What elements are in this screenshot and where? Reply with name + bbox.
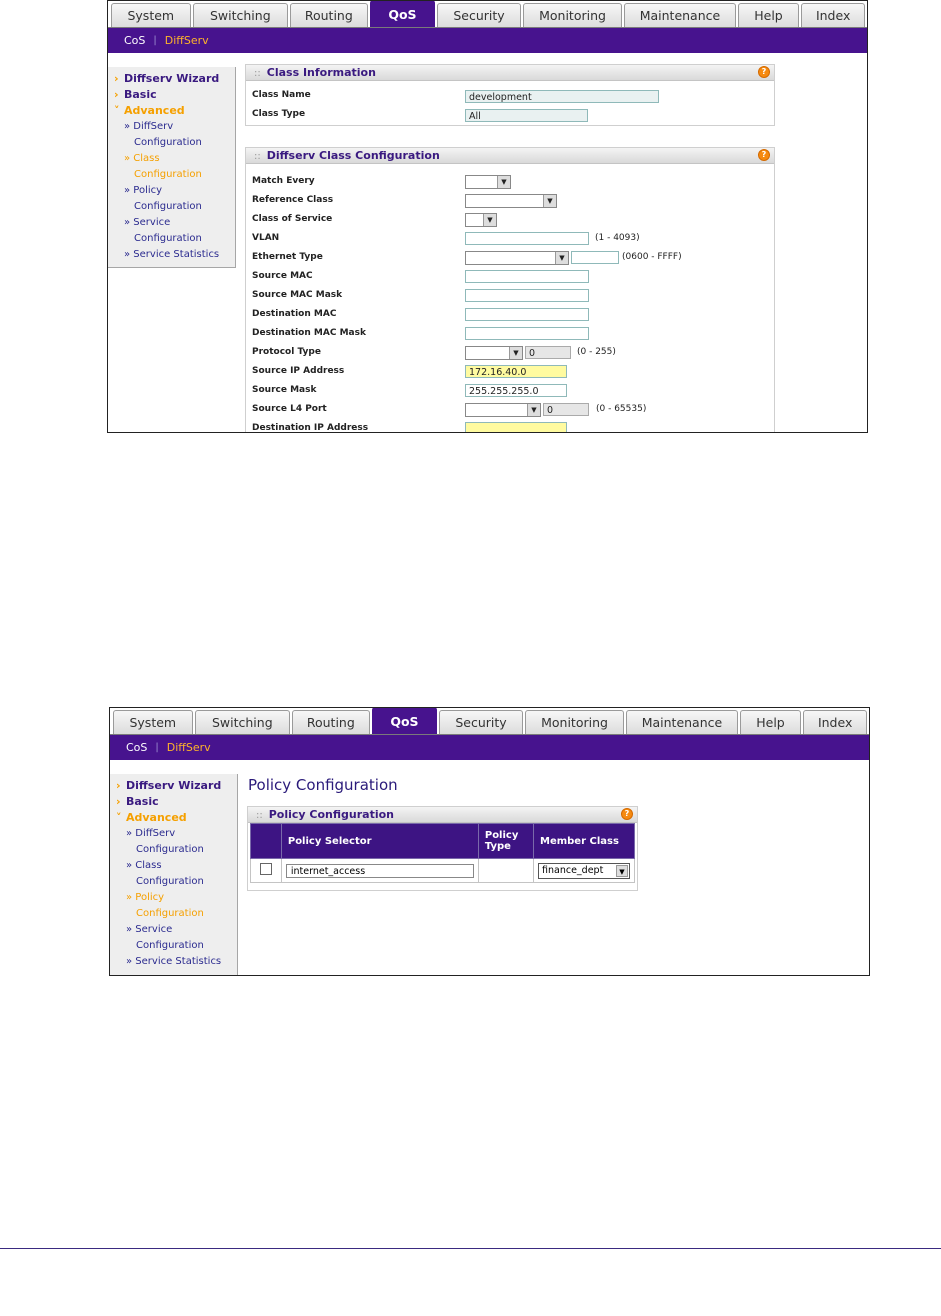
sidebar-item-service-config[interactable]: » Service xyxy=(126,924,173,935)
sidebar-item-class-config[interactable]: » Class xyxy=(124,153,160,164)
help-icon[interactable]: ? xyxy=(758,149,770,161)
policy-type-header: Policy Type xyxy=(478,824,533,859)
match-every-select[interactable] xyxy=(465,175,511,189)
destination-ip-input[interactable] xyxy=(465,422,567,433)
source-ip-label: Source IP Address xyxy=(252,366,345,376)
panel-header xyxy=(248,807,637,823)
class-configuration-panel xyxy=(245,147,775,433)
member-class-select[interactable] xyxy=(538,863,630,879)
dropdown-arrow-icon: ▼ xyxy=(483,214,496,226)
sidebar-item-diffserv-config-line2[interactable]: Configuration xyxy=(136,844,204,855)
grip-icon: :: xyxy=(254,151,261,162)
tab-routing[interactable]: Routing xyxy=(292,710,370,734)
tab-index[interactable]: Index xyxy=(803,710,867,734)
top-tab-bar xyxy=(108,1,867,28)
class-of-service-select[interactable] xyxy=(465,213,497,227)
dropdown-arrow-icon: ▼ xyxy=(616,865,628,877)
dropdown-arrow-icon: ▼ xyxy=(543,195,556,207)
table-row xyxy=(251,859,635,883)
sidebar-item-class-config-line2[interactable]: Configuration xyxy=(134,169,202,180)
panel-title: Diffserv Class Configuration xyxy=(266,149,440,162)
chevron-right-icon: › xyxy=(116,795,121,808)
ethernet-type-input[interactable] xyxy=(571,251,619,264)
sidebar-item-service-statistics[interactable]: » Service Statistics xyxy=(124,249,220,260)
ethernet-type-label: Ethernet Type xyxy=(252,252,323,262)
help-icon[interactable]: ? xyxy=(758,66,770,78)
row-checkbox[interactable] xyxy=(260,863,272,875)
sidebar-label: Advanced xyxy=(124,104,185,117)
protocol-type-select[interactable] xyxy=(465,346,523,360)
policy-selector-header: Policy Selector xyxy=(281,824,478,859)
chevron-down-icon: ˅ xyxy=(116,811,122,824)
row-checkbox-cell xyxy=(251,859,282,883)
policy-selector-cell xyxy=(281,859,478,883)
tab-system[interactable]: System xyxy=(113,710,193,734)
source-l4-port-label: Source L4 Port xyxy=(252,404,327,414)
sidebar-item-policy-config-line2[interactable]: Configuration xyxy=(134,201,202,212)
sidebar-item-policy-config[interactable]: » Policy xyxy=(124,185,163,196)
sub-navigation xyxy=(110,735,869,760)
sidebar-item-advanced[interactable] xyxy=(110,810,237,826)
class-name-label: Class Name xyxy=(252,90,311,100)
page-footer-rule xyxy=(0,1248,941,1249)
reference-class-label: Reference Class xyxy=(252,195,334,205)
tab-monitoring[interactable]: Monitoring xyxy=(525,710,624,734)
destination-mac-input[interactable] xyxy=(465,308,589,321)
top-tab-bar xyxy=(110,708,869,735)
protocol-type-range: (0 - 255) xyxy=(577,347,616,357)
chevron-right-icon: › xyxy=(114,72,119,85)
match-every-label: Match Every xyxy=(252,176,315,186)
tab-qos[interactable]: QoS xyxy=(372,707,438,734)
table-header-row xyxy=(251,824,635,859)
tab-switching[interactable]: Switching xyxy=(195,710,290,734)
class-type-label: Class Type xyxy=(252,109,306,119)
sidebar-item-service-config[interactable]: » Service xyxy=(124,217,171,228)
dropdown-arrow-icon: ▼ xyxy=(497,176,510,188)
page-title: Policy Configuration xyxy=(248,776,398,794)
destination-mac-label: Destination MAC xyxy=(252,309,337,319)
member-class-cell xyxy=(534,859,635,883)
sidebar-item-class-config-line2[interactable]: Configuration xyxy=(136,876,204,887)
left-sidebar xyxy=(108,67,236,268)
sidebar-item-diffserv-config[interactable]: » DiffServ xyxy=(126,828,176,839)
grip-icon: :: xyxy=(256,810,263,821)
policy-table xyxy=(250,823,635,883)
select-column-header xyxy=(251,824,282,859)
sidebar-item-basic[interactable] xyxy=(110,794,237,810)
tab-system[interactable]: System xyxy=(111,3,191,27)
tab-routing[interactable]: Routing xyxy=(290,3,368,27)
source-mac-label: Source MAC xyxy=(252,271,313,281)
subnav-cos[interactable]: CoS xyxy=(124,34,146,47)
help-icon[interactable]: ? xyxy=(621,808,633,820)
vlan-range: (1 - 4093) xyxy=(595,233,640,243)
sidebar-item-policy-config[interactable]: » Policy xyxy=(126,892,165,903)
member-class-value: finance_dept xyxy=(542,864,604,876)
vlan-label: VLAN xyxy=(252,233,280,243)
subnav-diffserv[interactable]: DiffServ xyxy=(166,741,211,754)
tab-security[interactable]: Security xyxy=(439,710,523,734)
class-configuration-screenshot xyxy=(107,0,868,433)
class-of-service-label: Class of Service xyxy=(252,214,333,224)
subnav-separator: | xyxy=(153,35,157,46)
sub-navigation xyxy=(108,28,867,53)
class-type-value: All xyxy=(465,109,588,122)
panel-title: Policy Configuration xyxy=(268,808,395,821)
vlan-input[interactable] xyxy=(465,232,589,245)
source-l4-port-range: (0 - 65535) xyxy=(596,404,647,414)
source-mac-mask-input[interactable] xyxy=(465,289,589,302)
panel-header xyxy=(246,65,774,81)
sidebar-label: Basic xyxy=(124,88,157,101)
sidebar-item-diffserv-config[interactable]: » DiffServ xyxy=(124,121,174,132)
sidebar-item-advanced[interactable] xyxy=(108,103,235,119)
panel-header xyxy=(246,148,774,164)
source-l4-port-select[interactable] xyxy=(465,403,541,417)
tab-switching[interactable]: Switching xyxy=(193,3,288,27)
chevron-right-icon: › xyxy=(116,779,121,792)
sidebar-item-policy-config-line2[interactable]: Configuration xyxy=(136,908,204,919)
sidebar-item-diffserv-config-line2[interactable]: Configuration xyxy=(134,137,202,148)
sidebar-item-service-config-line2[interactable]: Configuration xyxy=(134,233,202,244)
source-l4-port-value: 0 xyxy=(543,403,589,416)
tab-help[interactable]: Help xyxy=(740,710,802,734)
class-name-value: development xyxy=(465,90,659,103)
grip-icon: :: xyxy=(254,68,261,79)
tab-security[interactable]: Security xyxy=(437,3,521,27)
protocol-type-value: 0 xyxy=(525,346,571,359)
protocol-type-label: Protocol Type xyxy=(252,347,321,357)
ethernet-type-select[interactable] xyxy=(465,251,569,265)
sidebar-item-diffserv-wizard[interactable] xyxy=(108,71,235,87)
destination-mac-mask-label: Destination MAC Mask xyxy=(252,328,366,338)
sidebar-label: Diffserv Wizard xyxy=(126,779,222,792)
sidebar-item-service-config-line2[interactable]: Configuration xyxy=(136,940,204,951)
destination-mac-mask-input[interactable] xyxy=(465,327,589,340)
dropdown-arrow-icon: ▼ xyxy=(509,347,522,359)
left-sidebar xyxy=(110,774,238,976)
tab-monitoring[interactable]: Monitoring xyxy=(523,3,622,27)
policy-selector-input[interactable]: internet_access xyxy=(286,864,474,878)
subnav-diffserv[interactable]: DiffServ xyxy=(164,34,209,47)
policy-configuration-screenshot xyxy=(109,707,870,976)
sidebar-item-basic[interactable] xyxy=(108,87,235,103)
sidebar-label: Diffserv Wizard xyxy=(124,72,220,85)
policy-configuration-panel xyxy=(247,806,638,891)
source-mac-input[interactable] xyxy=(465,270,589,283)
sidebar-item-class-config[interactable]: » Class xyxy=(126,860,162,871)
chevron-down-icon: ˅ xyxy=(114,104,120,117)
policy-type-cell xyxy=(478,859,533,883)
sidebar-item-diffserv-wizard[interactable] xyxy=(110,778,237,794)
reference-class-select[interactable] xyxy=(465,194,557,208)
destination-ip-label: Destination IP Address xyxy=(252,423,369,433)
class-information-panel xyxy=(245,64,775,126)
tab-index[interactable]: Index xyxy=(801,3,865,27)
tab-maintenance[interactable]: Maintenance xyxy=(626,710,737,734)
tab-help[interactable]: Help xyxy=(738,3,800,27)
ethernet-type-range: (0600 - FFFF) xyxy=(622,252,682,262)
dropdown-arrow-icon: ▼ xyxy=(555,252,568,264)
sidebar-item-service-statistics[interactable]: » Service Statistics xyxy=(126,956,222,967)
member-class-header: Member Class xyxy=(534,824,635,859)
source-ip-input[interactable]: 172.16.40.0 xyxy=(465,365,567,378)
source-mask-label: Source Mask xyxy=(252,385,317,395)
source-mask-input[interactable]: 255.255.255.0 xyxy=(465,384,567,397)
subnav-separator: | xyxy=(155,742,159,753)
chevron-right-icon: › xyxy=(114,88,119,101)
source-mac-mask-label: Source MAC Mask xyxy=(252,290,343,300)
sidebar-label: Advanced xyxy=(126,811,187,824)
tab-maintenance[interactable]: Maintenance xyxy=(624,3,735,27)
dropdown-arrow-icon: ▼ xyxy=(527,404,540,416)
tab-qos[interactable]: QoS xyxy=(370,0,436,27)
sidebar-label: Basic xyxy=(126,795,159,808)
subnav-cos[interactable]: CoS xyxy=(126,741,148,754)
panel-title: Class Information xyxy=(266,66,376,79)
